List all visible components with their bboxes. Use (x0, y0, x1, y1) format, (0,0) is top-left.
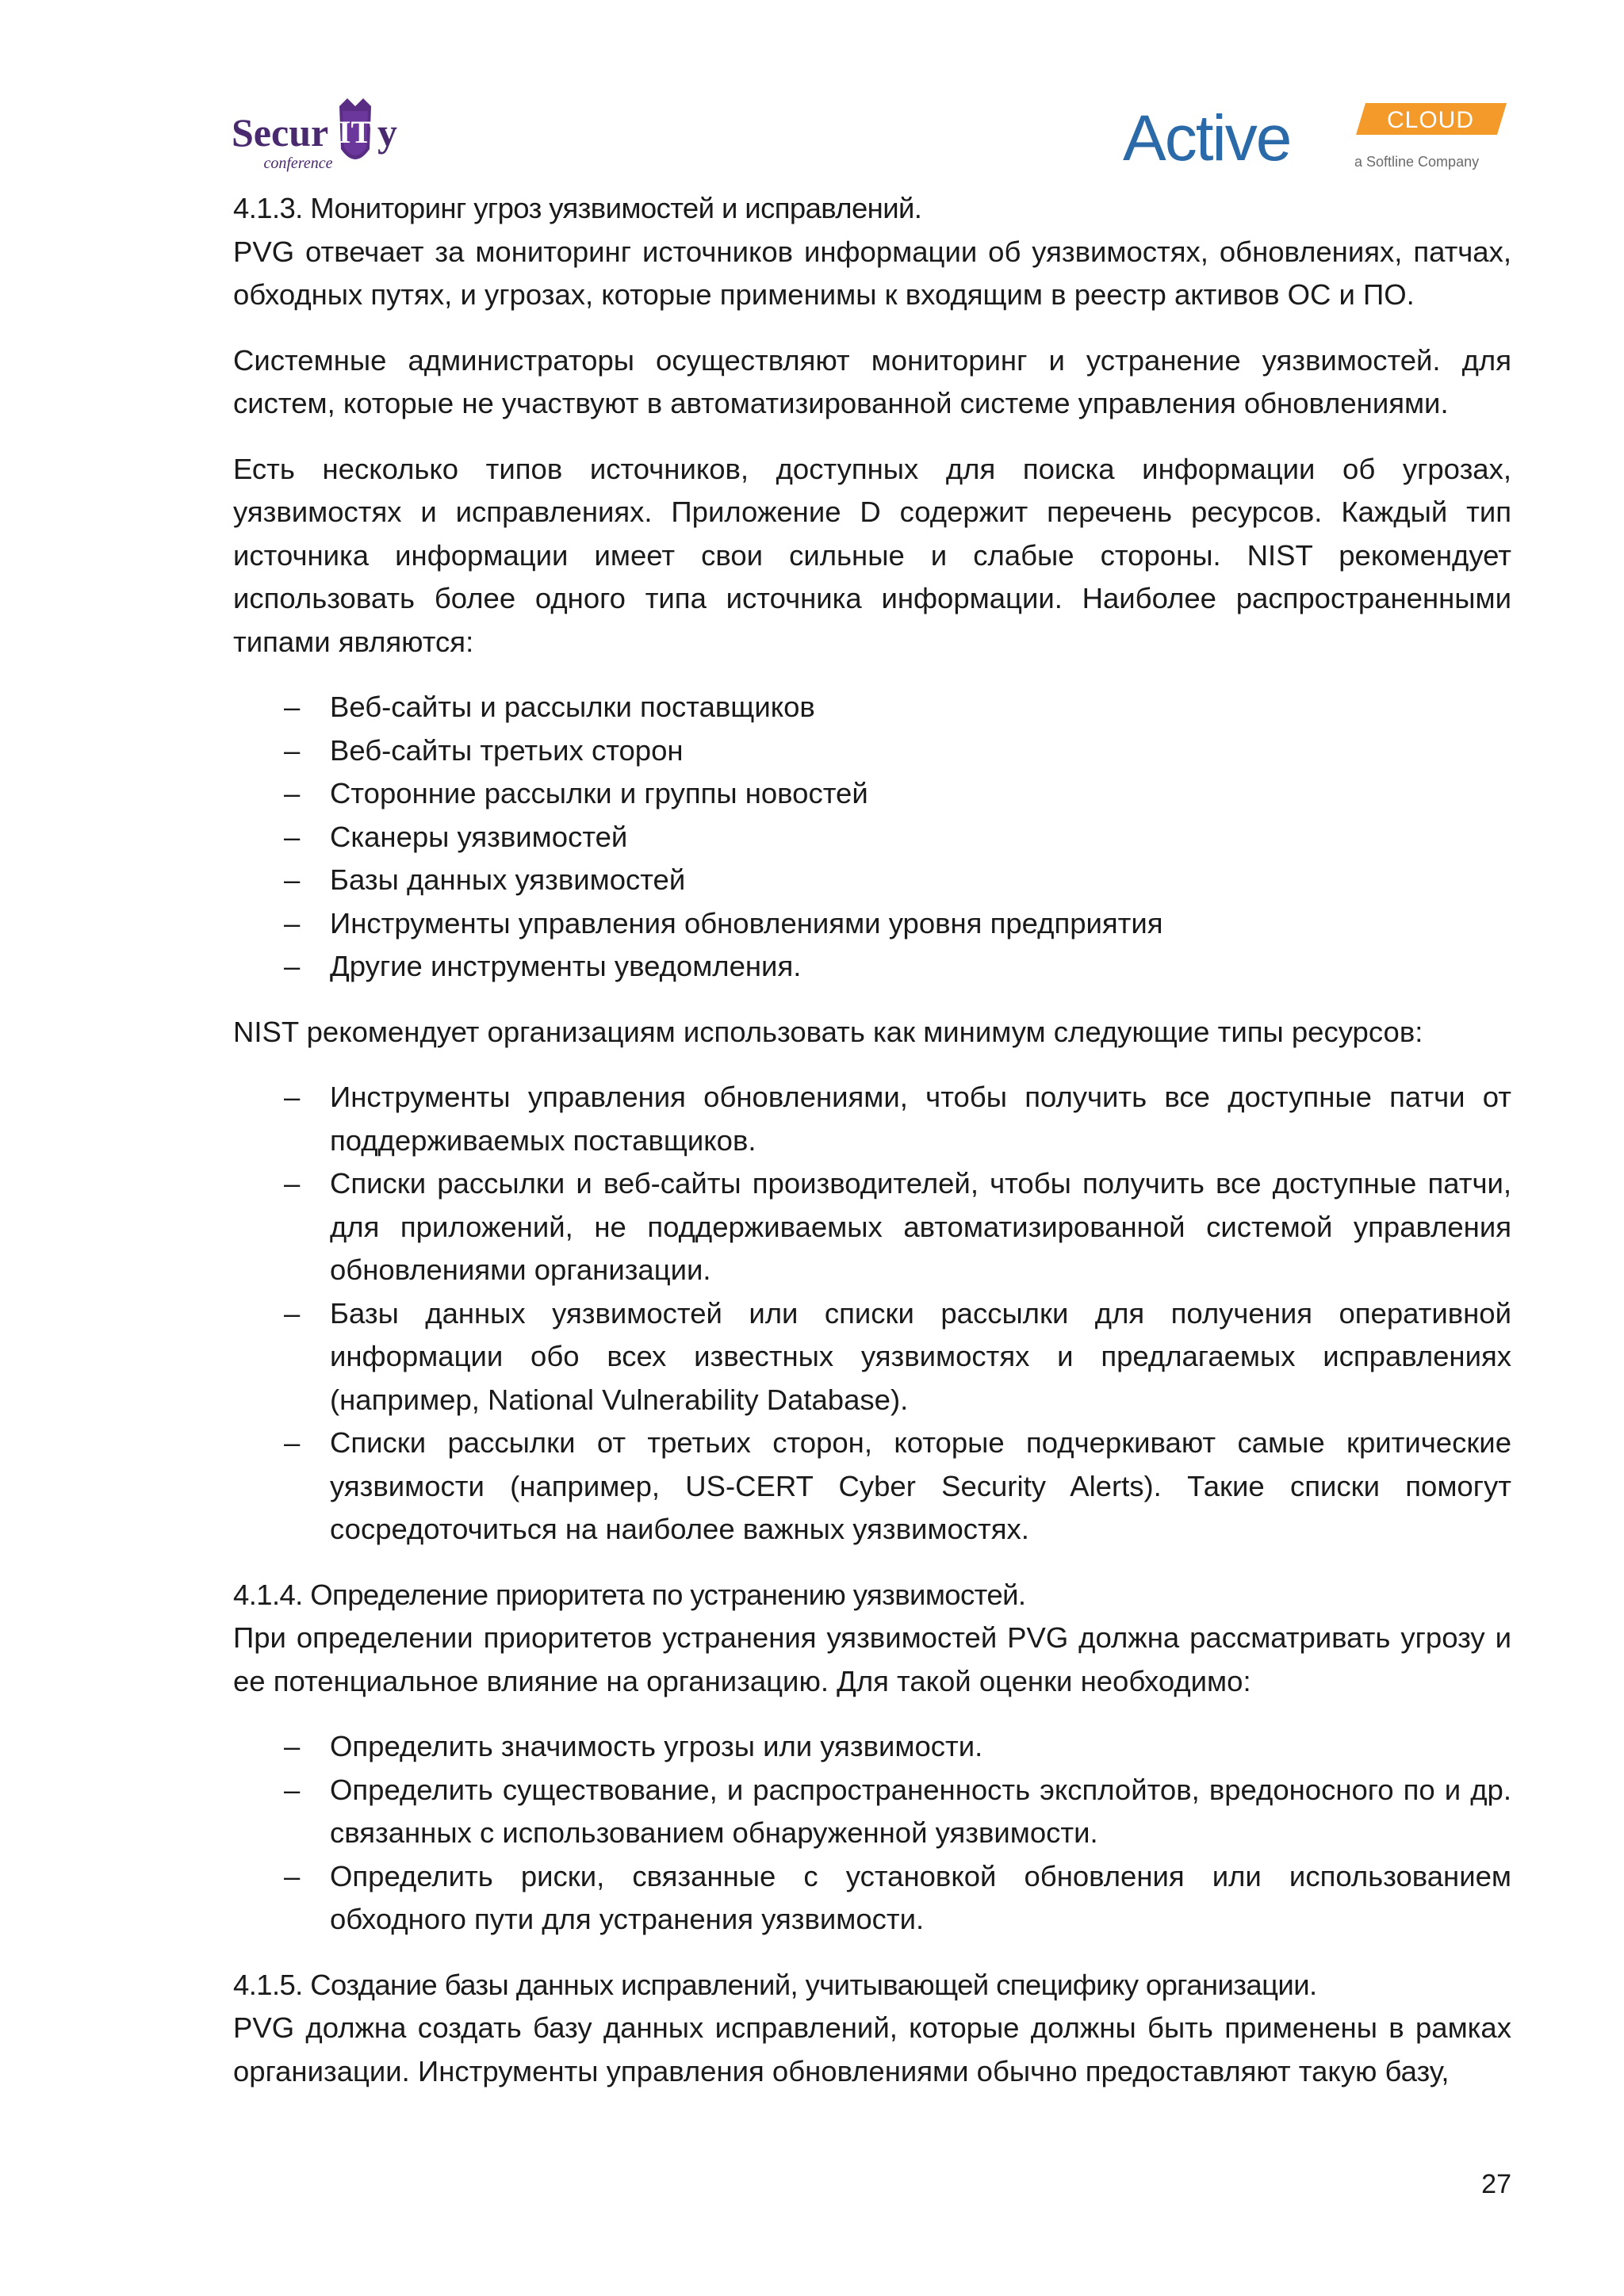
logo-word-end: y (377, 110, 397, 155)
dash-marker: – (284, 691, 301, 723)
list-item: – Другие инструменты уведомления. (233, 945, 1511, 989)
section-heading-4-1-3: 4.1.3. Мониторинг угроз уязвимостей и исправлений. (233, 192, 922, 224)
paragraph: Системные администраторы осуществляют мониторинг и устранение уязвимостей. для систем, которые не участвуют в автоматизированной системе управления обновлениями. (233, 343, 1511, 419)
section-heading-4-1-5: 4.1.5. Создание базы данных исправлений, учитывающей специфику организации. (233, 1968, 1317, 2001)
paragraph: PVG должна создать базу данных исправлений, которые должны быть применены в рамках организации. Инструменты управления обновлениями обычно предоставляют такую базу, (233, 2011, 1511, 2087)
page-number: 27 (1481, 2169, 1511, 2199)
dash-marker: – (284, 1859, 301, 1892)
list-item: – Определить риски, связанные с установкой обновления или использованием обходного пути для устранения уязвимости. (233, 1855, 1511, 1942)
dash-marker: – (284, 1773, 301, 1806)
list-item: – Определить существование, и распространенность эксплойтов, вредоносного по и др. связанных с использованием обнаруженной уязвимости. (233, 1769, 1511, 1855)
priority-steps-list (233, 1725, 1511, 1942)
list-item: – Сканеры уязвимостей (233, 816, 1511, 859)
active-cloud-logo (1120, 100, 1516, 179)
list-item: – Веб-сайты и рассылки поставщиков (233, 686, 1511, 729)
dash-marker: – (284, 733, 301, 767)
document-body (233, 187, 1511, 2115)
dash-marker: – (284, 1730, 301, 1762)
paragraph: Есть несколько типов источников, доступных для поиска информации об угрозах, уязвимостях и исправлениях. Приложение D содержит перечень ресурсов. Каждый тип источника информации имеет свои сильные и слабые стороны. NIST рекомендует использовать более одного типа источника информации. Наиболее распространенными типами являются: (233, 452, 1511, 658)
dash-marker: – (284, 906, 301, 939)
list-item: – Сторонние рассылки и группы новостей (233, 772, 1511, 816)
list-item: – Веб-сайты третьих сторон (233, 729, 1511, 773)
list-item: – Списки рассылки и веб-сайты производителей, чтобы получить все доступные патчи, для приложений, не поддерживаемых автоматизированной системой управления обновлениями организации. (233, 1162, 1511, 1292)
logo-word-start: Secur (232, 110, 329, 155)
recommended-resources-list (233, 1076, 1511, 1552)
list-item: – Списки рассылки от третьих сторон, которые подчеркивают самые критические уязвимости (например, US-CERT Cyber Security Alerts). Такие списки помогут сосредоточиться на наиболее важных уязвимостях. (233, 1422, 1511, 1552)
dash-marker: – (284, 820, 301, 853)
logo-word-mid: IT (338, 114, 373, 150)
list-item: – Определить значимость угрозы или уязвимости. (233, 1725, 1511, 1769)
resource-types-list (233, 686, 1511, 989)
logo-tagline: a Softline Company (1354, 154, 1480, 170)
section-heading-4-1-4: 4.1.4. Определение приоритета по устранению уязвимостей. (233, 1578, 1026, 1611)
list-item: – Базы данных уязвимостей (233, 859, 1511, 902)
logo-sub: conference (263, 155, 333, 172)
dash-marker: – (284, 1296, 301, 1330)
list-item: – Инструменты управления обновлениями уровня предприятия (233, 902, 1511, 946)
dash-marker: – (284, 863, 301, 896)
security-conference-logo (230, 94, 428, 181)
dash-marker: – (284, 1167, 301, 1200)
paragraph: NIST рекомендует организациям использовать как минимум следующие типы ресурсов: (233, 1015, 1423, 1048)
logo-brand: Active (1123, 102, 1291, 174)
list-item: – Инструменты управления обновлениями, чтобы получить все доступные патчи от поддерживаемых поставщиков. (233, 1076, 1511, 1162)
dash-marker: – (284, 1426, 301, 1459)
paragraph: PVG отвечает за мониторинг источников информации об уязвимостях, обновлениях, патчах, обходных путях, и угрозах, которые применимы к входящим в реестр активов ОС и ПО. (233, 235, 1511, 311)
dash-marker: – (284, 777, 301, 809)
logo-badge-text: CLOUD (1386, 107, 1475, 133)
paragraph: При определении приоритетов устранения уязвимостей PVG должна рассматривать угрозу и ее потенциальное влияние на организацию. Для такой оценки необходимо: (233, 1621, 1511, 1697)
page-header (0, 0, 1624, 190)
list-item: – Базы данных уязвимостей или списки рассылки для получения оперативной информации обо всех известных уязвимостях и предлагаемых исправлениях (например, National Vulnerability Database). (233, 1292, 1511, 1422)
dash-marker: – (284, 1081, 301, 1113)
dash-marker: – (284, 950, 301, 982)
